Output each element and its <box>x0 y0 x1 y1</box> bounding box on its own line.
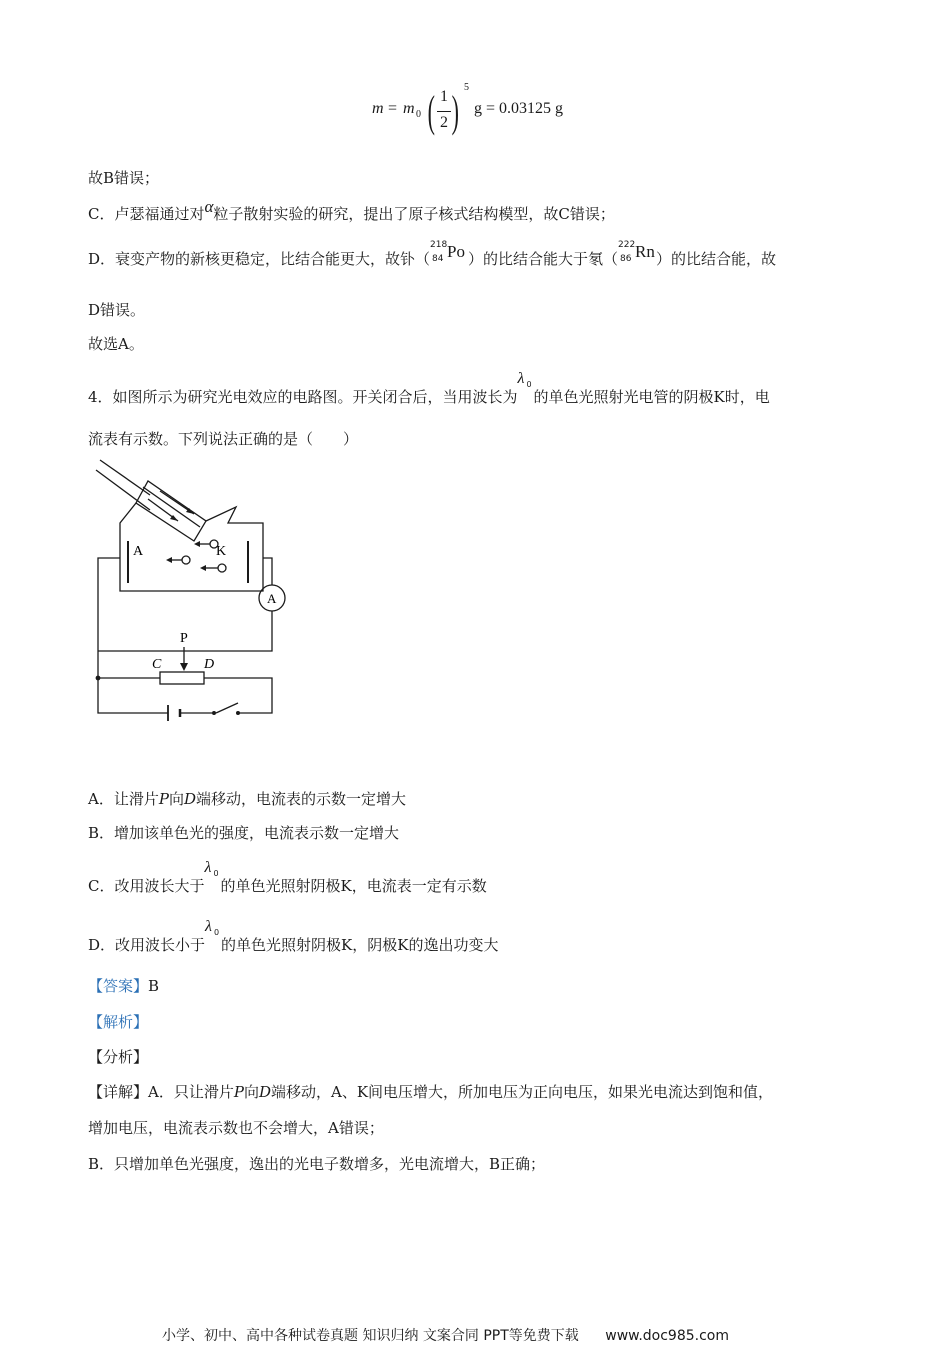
switch-blade <box>216 703 238 713</box>
opt-d-post: 的单色光照射阴极K，阴极K的逸出功变大 <box>221 936 499 954</box>
opt-a-d: D <box>183 790 196 808</box>
detail-d: D <box>258 1083 271 1101</box>
line-c-pre: C．卢瑟福通过对 <box>88 205 205 223</box>
radon-nuclide <box>618 240 656 268</box>
detail-a: A．只让滑片 <box>148 1083 234 1101</box>
line-d-a: D．衰变产物的新核更稳定，比结合能更大，故钋（ <box>88 250 431 268</box>
opt-a-pre: A．让滑片 <box>88 790 159 808</box>
detail-b: 向 <box>243 1083 259 1101</box>
formula-lparen: ( <box>427 87 435 136</box>
rn-charge: 86 <box>620 254 632 264</box>
lambda: λ <box>517 370 525 387</box>
line-choose-a: 故选A。 <box>88 335 144 353</box>
left-wire <box>98 558 128 713</box>
switch-contact <box>236 711 240 715</box>
opt-a-p: P <box>158 790 169 808</box>
lambda0-symbol <box>205 918 221 946</box>
lambda-sub: 0 <box>526 380 532 389</box>
label-cathode-k: K <box>216 544 227 559</box>
formula-exponent: 5 <box>464 82 469 93</box>
opt-a-post: 端移动，电流表的示数一定增大 <box>195 790 406 808</box>
opt-c-post: 的单色光照射阴极K，电流表一定有示数 <box>220 877 487 895</box>
answer-tag: 【答案】 <box>88 977 149 995</box>
footer <box>162 1325 729 1345</box>
footer-url[interactable]: www.doc985.com <box>605 1328 729 1344</box>
option-c <box>88 859 487 896</box>
po-mass: 218 <box>430 240 448 250</box>
detail-c: 端移动，A、K间电压增大，所加电压为正向电压，如果光电流达到饱和值， <box>271 1083 774 1101</box>
switch-pivot <box>212 711 216 715</box>
label-c: C <box>152 657 162 672</box>
detail-line2: 增加电压，电流表示数也不会增大，A错误； <box>88 1119 384 1137</box>
po-symbol: Po <box>447 242 465 261</box>
formula-eq: = <box>388 100 398 117</box>
answer-value: B <box>148 977 160 995</box>
label-ammeter: A <box>267 591 277 606</box>
line-b-wrong: 故B错误； <box>88 169 160 187</box>
line-d-b: ）的比结合能大于氡（ <box>468 250 619 268</box>
lambda: λ <box>204 859 212 876</box>
junction-dot <box>96 676 101 681</box>
detail-line3: B．只增加单色光强度，逸出的光电子数增多，光电流增大，B正确； <box>88 1155 546 1173</box>
q4-b: 的单色光照射光电管的阴极K时，电 <box>533 388 770 406</box>
formula-rparen: ) <box>451 87 459 136</box>
formula-denominator: 2 <box>440 114 448 131</box>
rn-symbol: Rn <box>635 242 655 261</box>
label-d: D <box>204 657 215 672</box>
rn-mass: 222 <box>618 240 636 250</box>
electron <box>182 556 190 564</box>
label-anode-a: A <box>133 544 144 559</box>
line-option-c <box>88 197 615 224</box>
alpha-symbol: α <box>204 197 214 216</box>
detail-tag: 【详解】 <box>88 1083 149 1101</box>
fenxi-tag: 【分析】 <box>88 1048 149 1066</box>
opt-c-pre: C．改用波长大于 <box>88 877 205 895</box>
formula-rhs: g = 0.03125 g <box>474 100 564 117</box>
rheostat <box>160 672 204 684</box>
photoelectric-circuit-diagram <box>88 455 318 730</box>
formula-m0-sub: 0 <box>416 109 421 120</box>
mass-formula <box>372 82 592 140</box>
formula-m0: m <box>403 100 415 117</box>
polonium-nuclide <box>430 240 468 268</box>
electron <box>218 564 226 572</box>
lambda: λ <box>205 918 212 935</box>
option-d <box>88 918 499 955</box>
line-option-d <box>88 240 777 269</box>
rheostat-wire-right <box>204 678 272 713</box>
line-d-wrong: D错误。 <box>88 301 146 319</box>
option-b: B．增加该单色光的强度，电流表示数一定增大 <box>88 824 400 842</box>
option-a <box>88 788 406 809</box>
q4-a: 4．如图所示为研究光电效应的电路图。开关闭合后，当用波长为 <box>88 388 518 406</box>
lambda-sub: 0 <box>214 928 220 937</box>
question-4-line1 <box>88 370 770 407</box>
answer-line <box>88 975 159 996</box>
right-wire-top <box>263 558 272 585</box>
label-p: P <box>180 631 188 646</box>
line-d-c: ）的比结合能，故 <box>656 250 777 268</box>
po-charge: 84 <box>432 254 444 264</box>
formula-m: m <box>372 100 384 117</box>
lambda-sub: 0 <box>213 869 219 878</box>
formula-numerator: 1 <box>440 88 448 105</box>
formula-fraction-bar <box>437 111 451 112</box>
slider-arrowhead <box>180 663 188 671</box>
line-c-post: 粒子散射实验的研究，提出了原子核式结构模型，故C错误； <box>213 205 615 223</box>
detail-line1 <box>88 1081 773 1102</box>
analysis-tag: 【解析】 <box>88 1013 149 1031</box>
opt-d-pre: D．改用波长小于 <box>88 936 206 954</box>
lambda0-symbol <box>517 370 534 398</box>
question-4-line2: 流表有示数。下列说法正确的是（ ） <box>88 430 359 448</box>
lambda0-symbol <box>204 859 220 887</box>
detail-p: P <box>233 1083 244 1101</box>
opt-a-mid: 向 <box>168 790 184 808</box>
footer-text: 小学、初中、高中各种试卷真题 知识归纳 文案合同 PPT等免费下载 <box>162 1328 579 1344</box>
